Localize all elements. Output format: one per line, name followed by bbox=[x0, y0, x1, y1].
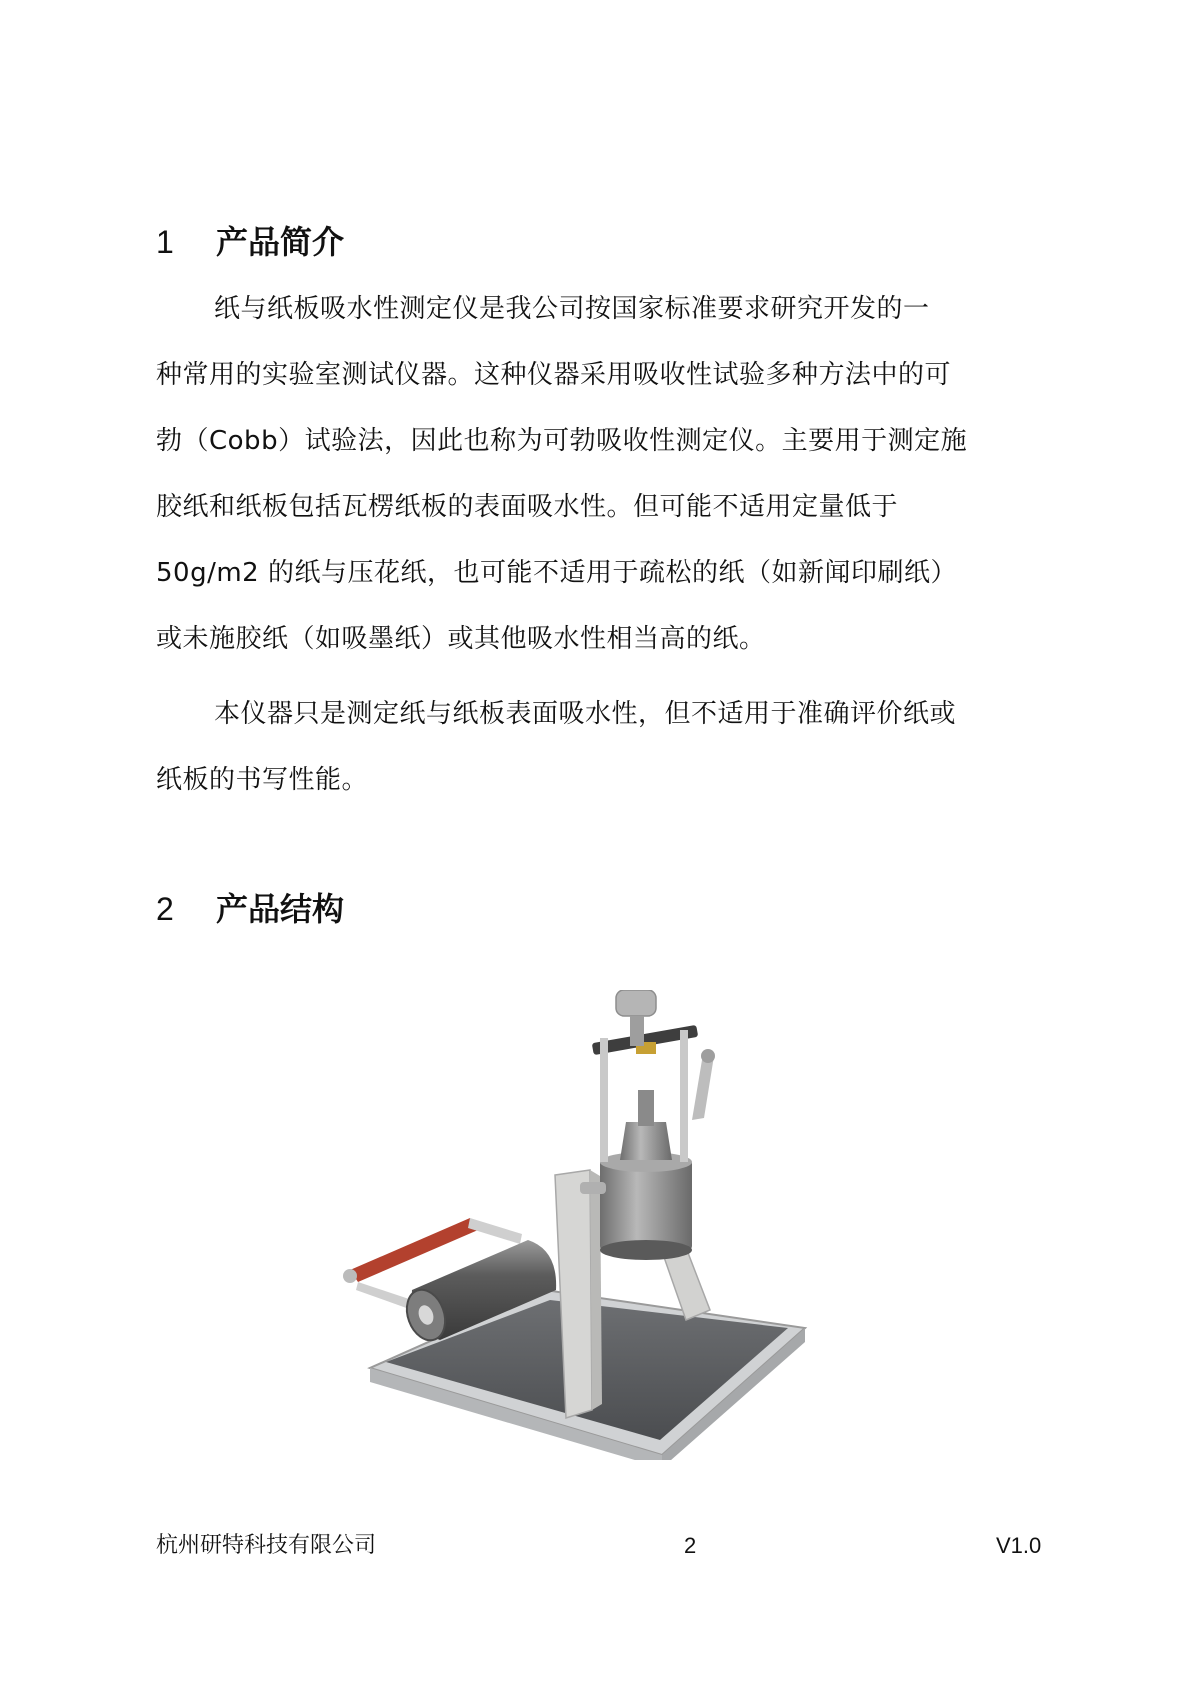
paragraph-line: 种常用的实验室测试仪器。这种仪器采用吸收性试验多种方法中的可 bbox=[156, 360, 952, 390]
cup-neck bbox=[620, 1122, 672, 1160]
handle-arm-rear bbox=[468, 1218, 522, 1244]
lever-knob bbox=[701, 1049, 715, 1063]
tightening-knob bbox=[616, 990, 656, 1016]
clamp-screw bbox=[638, 1090, 654, 1126]
section-title: 产品简介 bbox=[216, 223, 345, 261]
footer-version: V1.0 bbox=[996, 1533, 1042, 1558]
note-paragraph bbox=[156, 681, 1046, 813]
paragraph-line: 纸与纸板吸水性测定仪是我公司按国家标准要求研究开发的一 bbox=[214, 294, 930, 324]
paragraph-line: 胶纸和纸板包括瓦楞纸板的表面吸水性。但可能不适用定量低于 bbox=[156, 492, 899, 522]
cup-bottom bbox=[600, 1240, 692, 1260]
handle-arm bbox=[356, 1282, 412, 1310]
section-heading-2 bbox=[156, 889, 344, 929]
paragraph-line: 或未施胶纸（如吸墨纸）或其他吸水性相当高的纸。 bbox=[156, 624, 766, 654]
guide-rod-right bbox=[680, 1030, 688, 1162]
section-number: 1 bbox=[156, 224, 174, 260]
product-image bbox=[330, 990, 810, 1460]
guide-rod-left bbox=[600, 1038, 608, 1162]
section-number: 2 bbox=[156, 891, 174, 927]
knob-shaft bbox=[630, 1016, 644, 1046]
footer-company: 杭州研特科技有限公司 bbox=[156, 1533, 377, 1558]
side-lever bbox=[692, 1056, 714, 1120]
footer-page-number: 2 bbox=[684, 1533, 697, 1558]
paragraph-line: 勃（Cobb）试验法，因此也称为可勃吸收性测定仪。主要用于测定施 bbox=[156, 426, 968, 456]
paragraph-line: 50g/m2 的纸与压花纸，也可能不适用于疏松的纸（如新闻印刷纸） bbox=[156, 558, 957, 588]
section-heading-1 bbox=[156, 222, 344, 262]
locking-pin bbox=[580, 1182, 606, 1194]
intro-paragraph bbox=[156, 276, 1046, 672]
handle-knob bbox=[343, 1269, 357, 1283]
section-title: 产品结构 bbox=[216, 890, 345, 928]
cobb-cup bbox=[600, 1160, 692, 1250]
paragraph-line: 本仪器只是测定纸与纸板表面吸水性，但不适用于准确评价纸或 bbox=[214, 699, 957, 729]
paragraph-line: 纸板的书写性能。 bbox=[156, 765, 369, 795]
